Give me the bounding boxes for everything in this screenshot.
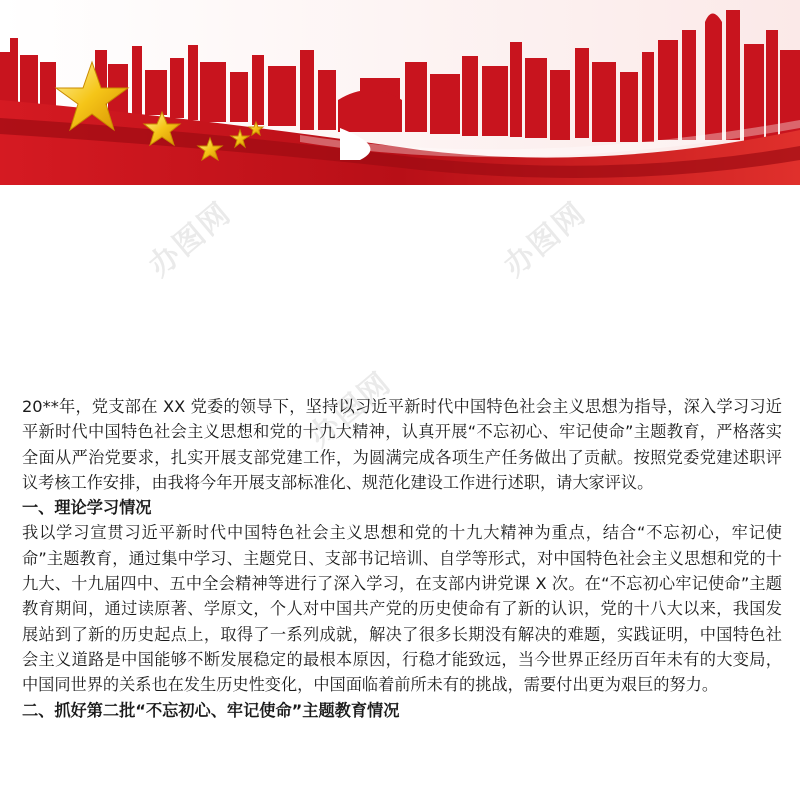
watermark: 办图网 [497,195,594,284]
section-paragraph: 我以学习宣贯习近平新时代中国特色社会主义思想和党的十九大精神为重点，结合“不忘初心，牢记使命”主题教育，通过集中学习、主题党日、支部书记培训、自学等形式，对中国特色社会主义思想和党的十九大、十九届四中、五中全会精神等进行了深入学习，在支部内讲党课 X 次。在“不忘初心牢记使命”主题教育期间，通过读原著、学原文，个人对中国共产党的历史使命有了新的认识，党的十八大以来，我国发展站到了新的历史起点上，取得了一系列成就，解决了很多长期没有解决的难题，实践证明，中国特色社会主义道路是中国能够不断发展稳定的最根本原因，行稳才能致远，当今世界正经历百年未有的大变局，中国同世界的关系也在发生历史性变化，中国面临着前所未有的挑战，需要付出更为艰巨的努力。 [22,523,782,695]
watermark: 办图网 [142,195,239,284]
section-heading: 二、抓好第二批“不忘初心、牢记使命”主题教育情况 [22,700,400,720]
header-banner [0,0,800,185]
intro-paragraph: 20**年，党支部在 XX 党委的领导下，坚持以习近平新时代中国特色社会主义思想为指导，深入学习习近平新时代中国特色社会主义思想和党的十九大精神，认真开展“不忘初心、牢记使命”主题教育，严格落实全面从严治党要求，扎实开展支部党建工作，为圆满完成各项生产任务做出了贡献。按照党委党建述职评议考核工作安排，由我将今年开展支部标准化、规范化建设工作进行述职，请大家评议。 [22,397,782,492]
watermark: 办图网 [302,365,399,454]
document-body [22,394,782,723]
section-heading: 一、理论学习情况 [22,498,152,518]
